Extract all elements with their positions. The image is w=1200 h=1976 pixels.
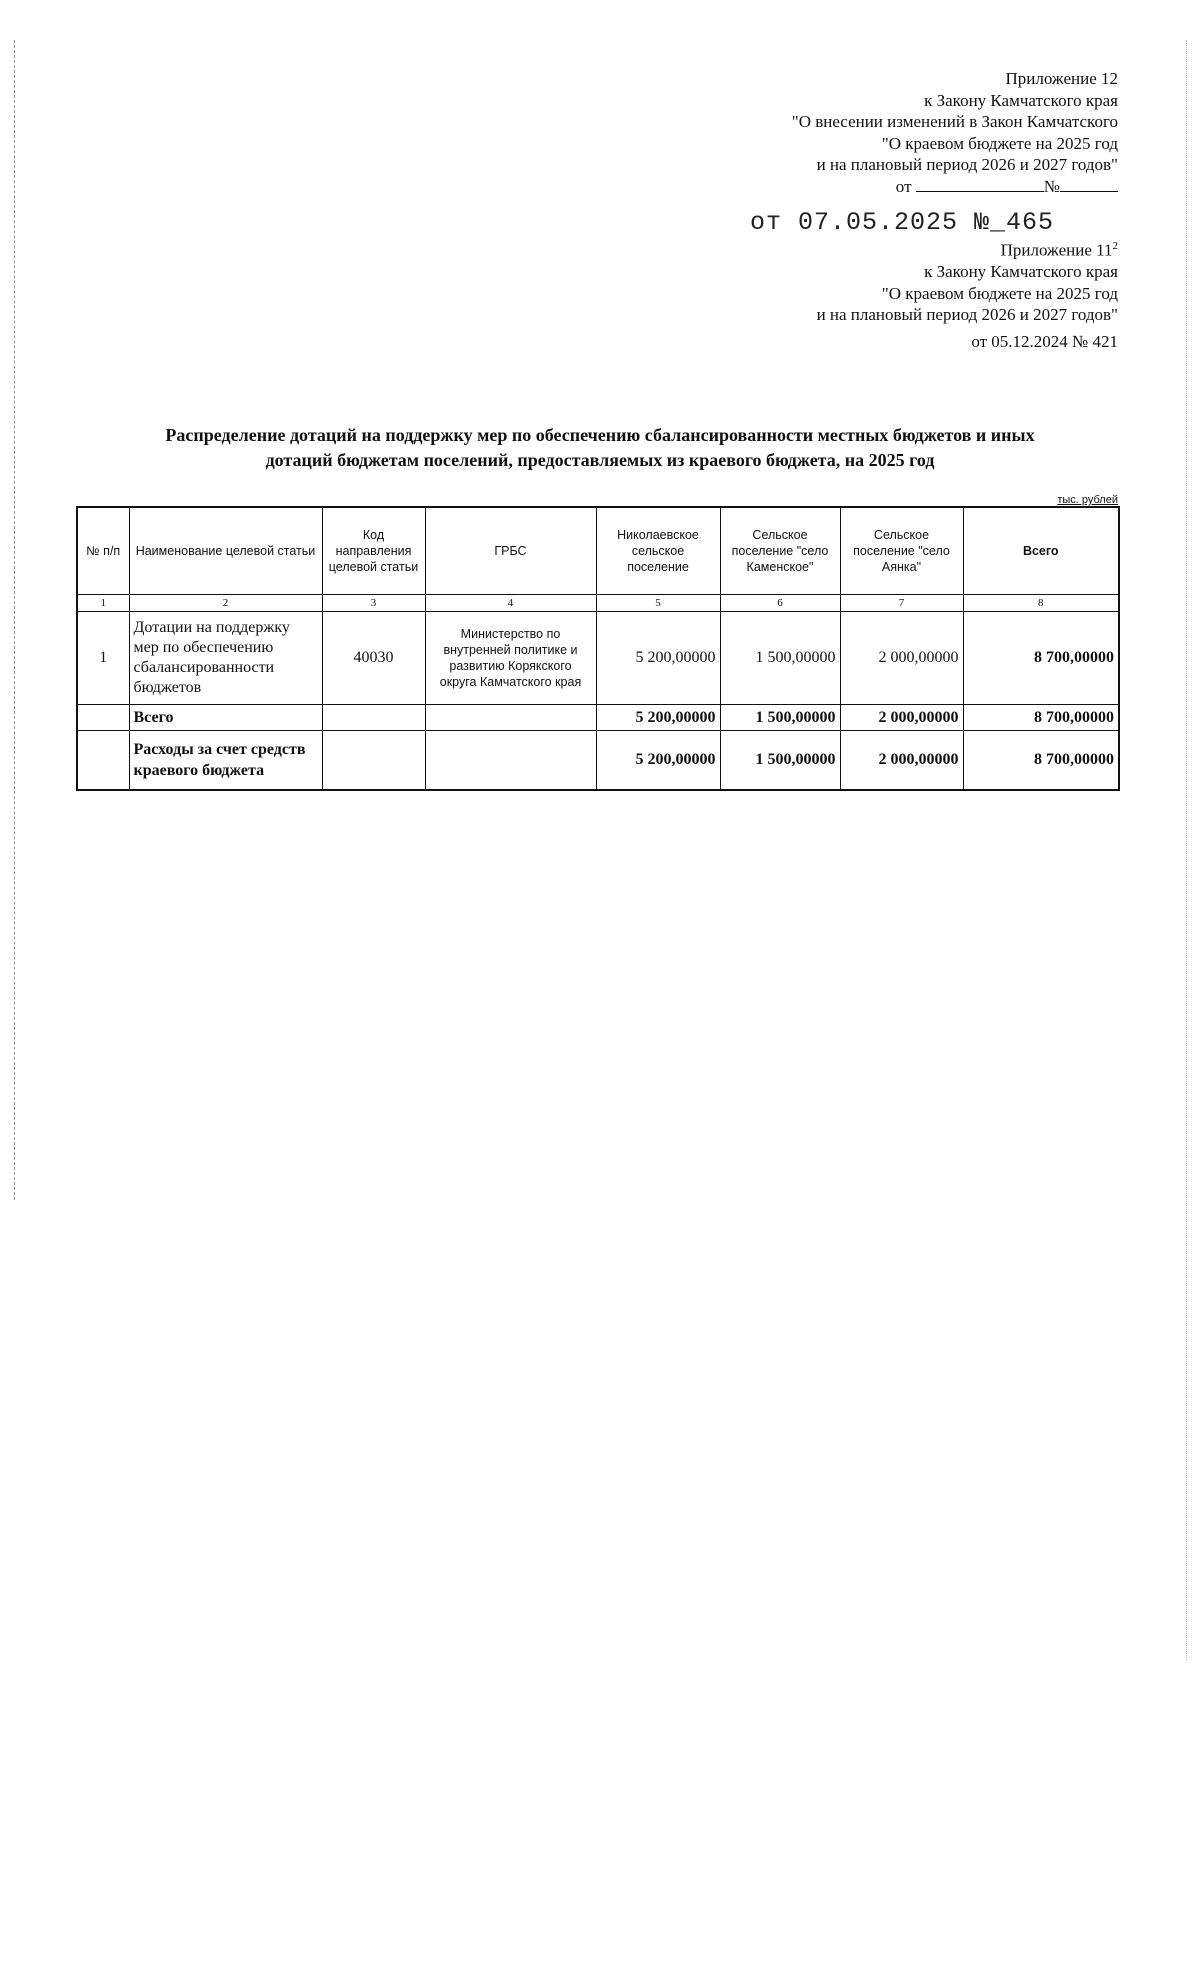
header-cell: № п/п <box>77 507 129 595</box>
header-line: от 05.12.2024 № 421 <box>971 331 1118 351</box>
registration-stamp: от 07.05.2025 №_465 <box>750 208 1055 237</box>
value-kamenskoe: 1 500,00000 <box>720 612 840 705</box>
total-row <box>77 705 1119 731</box>
empty-cell <box>77 731 129 791</box>
total-kamenskoe: 1 500,00000 <box>720 705 840 731</box>
header-line: "О краевом бюджете на 2025 год <box>881 283 1118 303</box>
column-number: 5 <box>596 595 720 612</box>
empty-cell <box>425 705 596 731</box>
document-title <box>90 423 1110 473</box>
expense-label: Расходы за счет средств краевого бюджета <box>129 731 322 791</box>
column-number: 6 <box>720 595 840 612</box>
value-total: 8 700,00000 <box>963 612 1119 705</box>
unit-label: тыс. рублей <box>1057 494 1118 506</box>
expense-nikolaevskoe: 5 200,00000 <box>596 731 720 791</box>
row-number: 1 <box>77 612 129 705</box>
expense-kamenskoe: 1 500,00000 <box>720 731 840 791</box>
value-ayanka: 2 000,00000 <box>840 612 963 705</box>
empty-cell <box>322 731 425 791</box>
header-line: к Закону Камчатского края <box>924 262 1118 282</box>
number-sign: № <box>1043 176 1060 196</box>
total-nikolaevskoe: 5 200,00000 <box>596 705 720 731</box>
title-line: Распределение дотаций на поддержку мер по обеспечению сбалансированности местных бюджетов и иных <box>165 425 1035 445</box>
total-sum: 8 700,00000 <box>963 705 1119 731</box>
header-line: "О краевом бюджете на 2025 год <box>881 133 1118 153</box>
column-number: 1 <box>77 595 129 612</box>
header-line: и на плановый период 2026 и 2027 годов" <box>816 305 1118 325</box>
header-date-line <box>792 176 1118 198</box>
header-cell: ГРБС <box>425 507 596 595</box>
header-line: к Закону Камчатского края <box>924 90 1118 110</box>
header-cell: Сельское поселение "село Каменское" <box>720 507 840 595</box>
empty-cell <box>425 731 596 791</box>
title-line: дотаций бюджетам поселений, предоставляемых из краевого бюджета, на 2025 год <box>265 450 935 470</box>
appendix-12-header <box>792 68 1118 197</box>
subsidy-table <box>76 506 1120 791</box>
total-label: Всего <box>129 705 322 731</box>
header-line: "О внесении изменений в Закон Камчатского <box>791 112 1118 131</box>
header-cell: Код направления целевой статьи <box>322 507 425 595</box>
appendix-superscript: 2 <box>1112 240 1118 252</box>
table-header-row <box>77 507 1119 595</box>
value-nikolaevskoe: 5 200,00000 <box>596 612 720 705</box>
table-row <box>77 612 1119 705</box>
number-blank <box>1060 177 1118 192</box>
column-number: 3 <box>322 595 425 612</box>
column-number: 8 <box>963 595 1119 612</box>
grbs-cell: Министерство по внутренней политике и развитию Корякского округа Камчатского края <box>425 612 596 705</box>
appendix-label-line <box>817 236 1118 261</box>
appendix-label: Приложение 11 <box>1000 240 1113 260</box>
header-cell: Николаевское сельское поселение <box>596 507 720 595</box>
scan-right-edge <box>1186 40 1187 1660</box>
empty-cell <box>77 705 129 731</box>
expense-ayanka: 2 000,00000 <box>840 731 963 791</box>
header-cell: Сельское поселение "село Аянка" <box>840 507 963 595</box>
column-number: 7 <box>840 595 963 612</box>
appendix-11-header <box>817 236 1118 352</box>
item-name: Дотации на поддержку мер по обеспечению сбалансированности бюджетов <box>129 612 322 705</box>
empty-cell <box>322 705 425 731</box>
scan-left-edge <box>14 40 15 1200</box>
column-number: 4 <box>425 595 596 612</box>
expense-row <box>77 731 1119 791</box>
header-line: и на плановый период 2026 и 2027 годов" <box>816 155 1118 174</box>
column-number-row <box>77 595 1119 612</box>
header-cell: Наименование целевой статьи <box>129 507 322 595</box>
expense-sum: 8 700,00000 <box>963 731 1119 791</box>
column-number: 2 <box>129 595 322 612</box>
direction-code: 40030 <box>322 612 425 705</box>
date-blank <box>916 177 1044 192</box>
total-ayanka: 2 000,00000 <box>840 705 963 731</box>
header-line: Приложение 12 <box>1005 69 1118 88</box>
header-cell: Всего <box>963 507 1119 595</box>
from-prefix: от <box>895 176 912 196</box>
